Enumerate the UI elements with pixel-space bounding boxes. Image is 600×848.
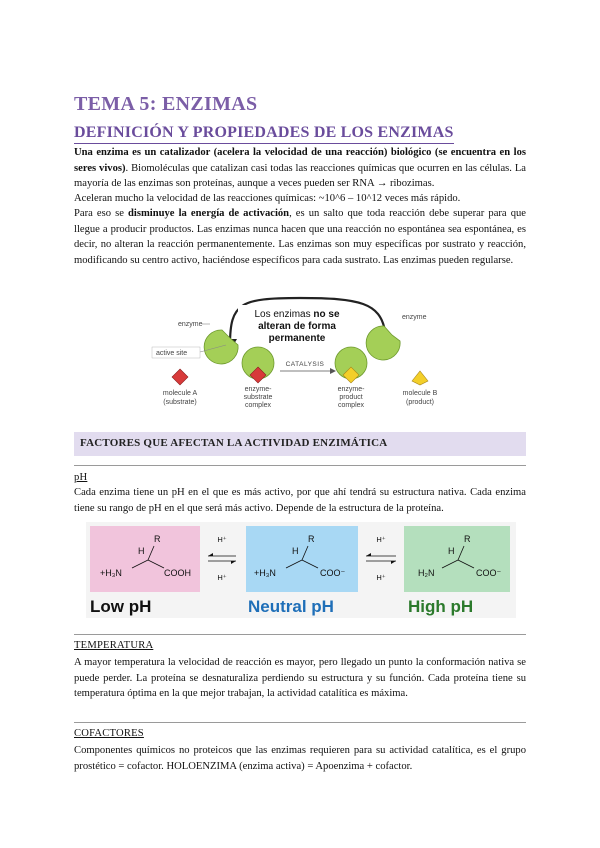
page-title: TEMA 5: ENZIMAS (74, 93, 258, 115)
epc-label-2: product (339, 394, 363, 401)
callout-text-3: permanente (268, 333, 326, 344)
ph-high-h: H (448, 546, 455, 556)
ph-high-amine: H₂N (418, 568, 435, 578)
ph-low-r: R (154, 534, 161, 544)
divider-1 (74, 465, 526, 466)
hplus-top-1: H⁺ (217, 535, 227, 544)
esc-label-1: enzyme- (244, 386, 272, 393)
ph-neutral-acid: COO⁻ (320, 568, 346, 578)
ph-low-amine: +H₃N (100, 568, 122, 578)
molecule-b-label-2: (product) (405, 399, 435, 406)
esc-label-2: substrate (243, 394, 273, 401)
ph-neutral-label: Neutral pH (248, 597, 334, 616)
paragraph-temperatura: A mayor temperatura la velocidad de reacción es mayor, pero llegado un punto la conformación nativa se puede perder. La proteína se desnaturaliza perdiendo su estructura y su función. Cada proteína tiene su temperatura óptima en la que mejor trabajan, la actividad catalítica es máxima. (74, 657, 526, 699)
paragraph-activacion (74, 206, 526, 268)
paragraph-velocidad: Aceleran mucho la velocidad de las reacciones químicas: ~10^6 – 10^12 veces más rápido. (74, 193, 461, 204)
definicion-bold: Una enzima es un catalizador (acelera la velocidad de una reacción) biológico (se encuentra en los seres vivos) (74, 147, 526, 174)
subheading-ph: pH (74, 472, 88, 483)
ph-neutral-r: R (308, 534, 315, 544)
paragraph-definicion (74, 145, 526, 192)
ph-high-r: R (464, 534, 471, 544)
esc-label-3: complex (244, 402, 272, 409)
epc-label-1: enzyme- (337, 386, 365, 393)
paragraph-cofactores: Componentes químicos no proteicos que las enzimas requieren para su actividad catalítica, es el grupo prostético = cofactor. HOLOENZIMA (enzima activa) = Apoenzima + cofactor. (74, 745, 526, 772)
divider-3 (74, 722, 526, 723)
catalysis-label: CATALYSIS (285, 361, 325, 368)
ph-high-label: High pH (408, 597, 474, 616)
ph-panel-high (404, 526, 510, 592)
ph-low-h: H (138, 546, 145, 556)
enzyme-catalysis-figure (150, 293, 450, 415)
subheading-temperatura: TEMPERATURA (74, 640, 154, 651)
hplus-top-2: H⁺ (376, 535, 386, 544)
molecule-a-label-2: (substrate) (163, 399, 197, 406)
active-site-label: active site (156, 350, 188, 357)
hplus-bottom-1: H⁺ (217, 573, 227, 582)
section-heading-definicion: DEFINICIÓN Y PROPIEDADES DE LOS ENZIMAS (74, 124, 454, 144)
enzyme-label-right: enzyme (402, 314, 427, 321)
activacion-rest: , es un salto que toda reacción debe superar para que llegue a producir productos. Las enzimas nunca hacen que una reacción no espontánea sea espontánea, es decir, no alteran la reacción permanentemente. Las enzimas son muy específicas por sustrato y reacción, modificando su centro activo, haciéndose específicos para cada sustrato. Las enzimas pueden regularse. (74, 208, 526, 266)
definicion-rest: . Biomoléculas que catalizan casi todas las reacciones químicas que ocurren en las células. La mayoría de las enzimas son proteínas, aunque a veces pueden ser RNA → ribozimas. (74, 162, 527, 189)
subheading-cofactores: COFACTORES (74, 728, 144, 739)
activacion-start: Para eso se (74, 208, 128, 219)
ph-neutral-h: H (292, 546, 299, 556)
ph-neutral-amine: +H₃N (254, 568, 276, 578)
paragraph-ph: Cada enzima tiene un pH en el que es más activo, por que ahí tendrá su estructura nativa. Cada enzima tiene su rango de pH en el que será más activo. Depende de la estructura de la proteína. (74, 487, 526, 514)
ph-low-label: Low pH (90, 597, 152, 616)
epc-label-3: complex (337, 402, 365, 409)
molecule-b-label-1: molecule B (402, 390, 438, 397)
ph-panel-low (90, 526, 200, 592)
enzyme-label-left: enzyme (178, 321, 203, 328)
ph-high-acid: COO⁻ (476, 568, 502, 578)
hplus-bottom-2: H⁺ (376, 573, 386, 582)
divider-2 (74, 634, 526, 635)
ph-low-acid: COOH (164, 568, 191, 578)
ph-figure (86, 522, 516, 618)
callout-text-1: Los enzimas no se (254, 309, 340, 320)
section-heading-factores: FACTORES QUE AFECTAN LA ACTIVIDAD ENZIMÁTICA (80, 437, 388, 449)
callout-text-2: alteran de forma (258, 321, 336, 332)
activacion-bold: disminuye la energía de activación (128, 208, 290, 219)
molecule-a-label-1: molecule A (162, 390, 198, 397)
